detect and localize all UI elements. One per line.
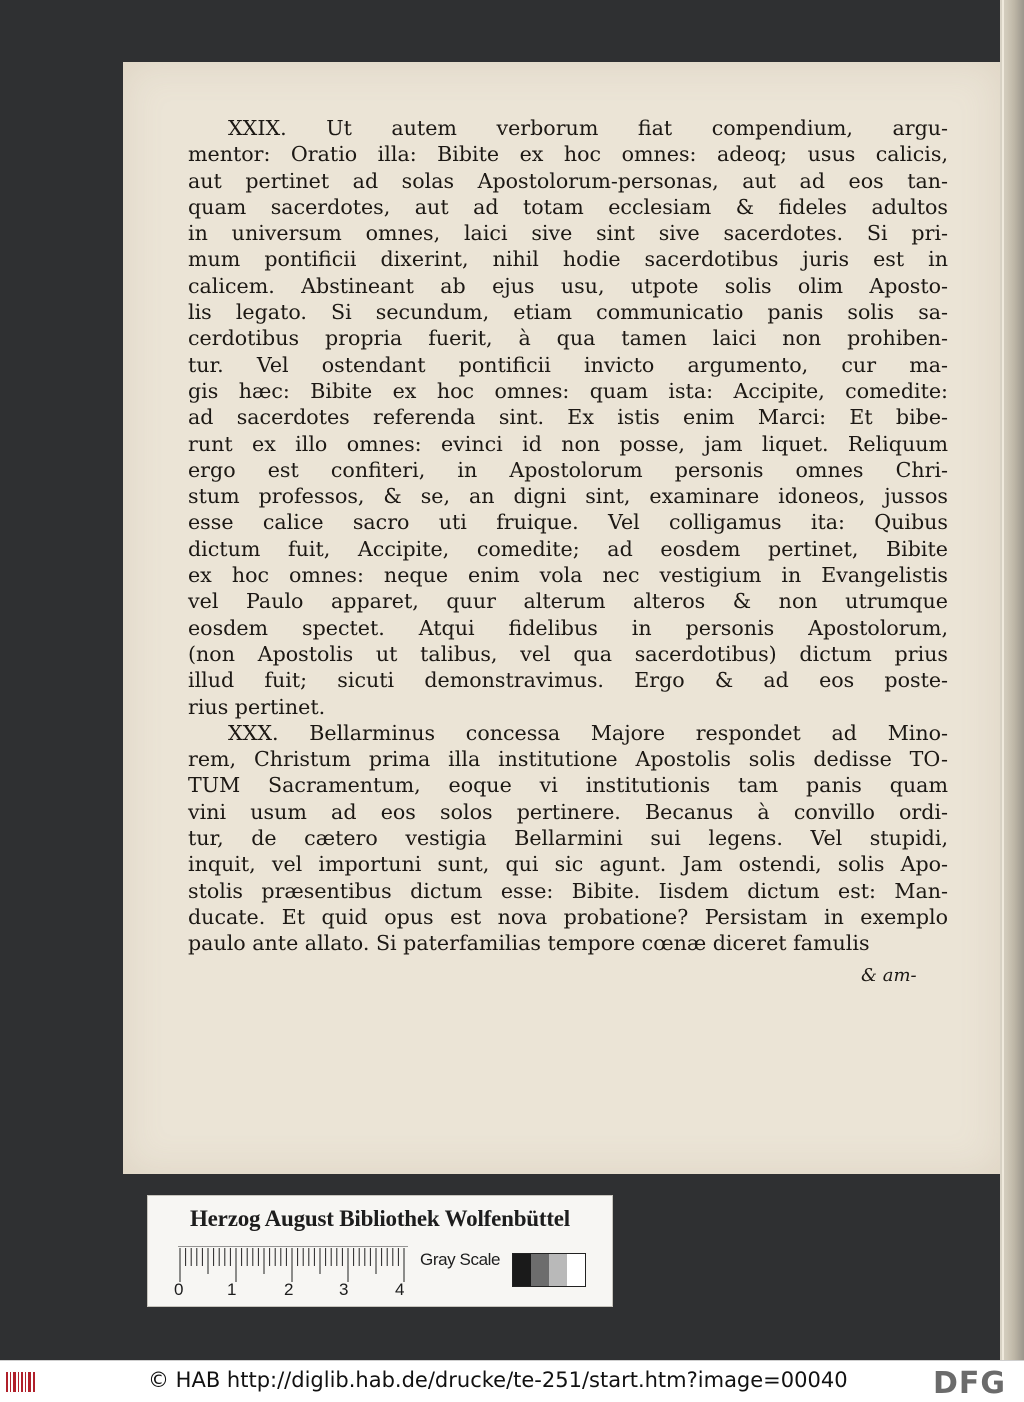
gray-scale-label: Gray Scale — [420, 1250, 501, 1269]
text-line: inquit, vel importuni sunt, qui sic agunt. Jam ostendi, solis Apo- — [188, 852, 948, 877]
color-target-card — [147, 1195, 613, 1307]
text-line: (non Apostolis ut talibus, vel qua sacerdotibus) dictum prius — [188, 641, 948, 666]
text-line: XXX. Bellarminus concessa Majore respondet ad Mino- — [228, 720, 948, 745]
text-line: aut pertinet ad solas Apostolorum-personas, aut ad eos tan- — [188, 168, 948, 193]
text-line: vel Paulo apparet, quur alterum alteros & non utrumque — [188, 589, 948, 614]
text-line: tur. Vel ostendant pontificii invicto argumento, cur ma- — [188, 352, 948, 377]
text-line: calicem. Abstineant ab ejus usu, utpote solis olim Aposto- — [188, 273, 948, 298]
text-line: mum pontificii dixerint, nihil hodie sacerdotibus juris est in — [188, 247, 948, 272]
gray-swatch — [549, 1254, 567, 1286]
text-line: ad sacerdotes referenda sint. Ex istis enim Marci: Et bibe- — [188, 405, 948, 430]
copyright-url: © HAB http://diglib.hab.de/drucke/te-251/start.htm?image=00040 — [148, 1368, 848, 1392]
text-line: vini usum ad eos solos pertinere. Becanus à convillo ordi- — [188, 799, 948, 824]
text-line: stolis præsentibus dictum esse: Bibite. Iisdem dictum est: Man- — [188, 878, 948, 903]
text-line: paulo ante allato. Si paterfamilias tempore cœnæ diceret famulis — [188, 931, 870, 956]
text-line: quam sacerdotes, aut ad totam ecclesiam & fideles adultos — [188, 194, 948, 219]
footer-bar — [0, 1360, 1024, 1402]
text-line: eosdem spectet. Atqui fidelibus in personis Apostolorum, — [188, 615, 948, 640]
dfg-logo-text: DFG — [933, 1367, 1007, 1397]
text-line: TUM Sacramentum, eoque vi institutionis tam panis quam — [188, 773, 948, 798]
gray-swatch — [531, 1254, 549, 1286]
ruler-number-2: 2 — [284, 1280, 294, 1299]
dfg-logo — [933, 1367, 1019, 1397]
text-line: illud fuit; sicuti demonstravimus. Ergo & ad eos poste- — [188, 668, 948, 693]
text-line: tur, de cætero vestigia Bellarmini sui legens. Vel stupidi, — [188, 826, 948, 851]
catchword: & am- — [861, 965, 917, 986]
ruler-scale — [178, 1246, 408, 1282]
text-line: ducate. Et quid opus est nova probatione? Persistam in exemplo — [188, 904, 948, 929]
ruler-number-4: 4 — [395, 1280, 405, 1299]
text-line: lis legato. Si secundum, etiam communicatio panis solis sa- — [188, 300, 948, 325]
text-line: in universum omnes, laici sive sint sive sacerdotes. Si pri- — [188, 221, 948, 246]
next-page-edge — [1000, 0, 1024, 1360]
library-name: Herzog August Bibliothek Wolfenbüttel — [189, 1206, 571, 1231]
ruler-number-0: 0 — [174, 1280, 184, 1299]
text-line: gis hæc: Bibite ex hoc omnes: quam ista: Accipite, comedite: — [188, 378, 948, 403]
page-text — [188, 115, 948, 995]
text-line: runt ex illo omnes: evinci id non posse, jam liquet. Reliquum — [188, 431, 948, 456]
ruler-number-1: 1 — [227, 1280, 237, 1299]
gray-swatch — [513, 1254, 531, 1286]
text-line: esse calice sacro uti fruique. Vel colligamus ita: Quibus — [188, 510, 948, 535]
gray-scale-swatches — [512, 1253, 586, 1287]
text-line: XXIX. Ut autem verborum fiat compendium, argu- — [228, 116, 948, 140]
text-line: dictum fuit, Accipite, comedite; ad eosdem pertinet, Bibite — [188, 536, 948, 561]
text-line: ex hoc omnes: neque enim vola nec vestigium in Evangelistis — [188, 563, 948, 588]
gray-swatch — [567, 1254, 585, 1286]
ruler-numbers — [174, 1280, 414, 1302]
ruler-number-3: 3 — [339, 1280, 349, 1299]
text-line: ergo est confiteri, in Apostolorum personis omnes Chri- — [188, 457, 948, 482]
text-line: rem, Christum prima illa institutione Apostolis solis dedisse TO- — [188, 747, 948, 772]
text-line: cerdotibus propria fuerit, à qua tamen laici non prohiben- — [188, 326, 948, 351]
text-line: rius pertinet. — [188, 694, 326, 719]
text-line: stum professos, & se, an digni sint, examinare idoneos, jussos — [188, 484, 948, 509]
barcode-icon — [6, 1370, 36, 1394]
text-line: mentor: Oratio illa: Bibite ex hoc omnes: adeoq; usus calicis, — [188, 142, 948, 167]
